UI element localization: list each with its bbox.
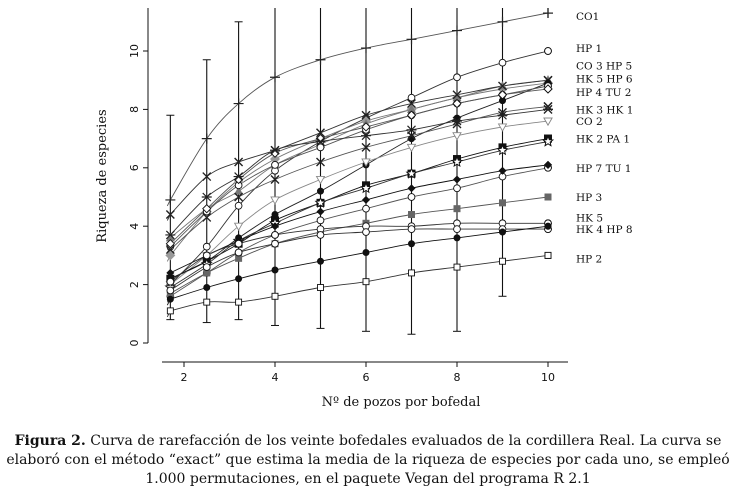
series-end-label: HK 5 <box>576 212 604 225</box>
data-point <box>363 229 370 236</box>
data-point <box>271 197 279 204</box>
data-point <box>500 229 506 235</box>
y-tick-label: 0 <box>128 339 141 347</box>
data-point <box>272 293 278 299</box>
data-point <box>236 276 242 282</box>
data-point <box>363 249 369 255</box>
data-point <box>409 270 415 276</box>
data-point <box>204 299 210 305</box>
series-end-label: HP 4 TU 2 <box>576 86 632 99</box>
data-point <box>500 258 506 264</box>
series-lines <box>167 13 548 317</box>
data-point <box>272 267 278 273</box>
data-point <box>317 217 324 224</box>
data-point <box>167 308 173 314</box>
data-point <box>407 34 417 44</box>
data-point <box>235 202 242 209</box>
series-end-label: CO 3 HP 5 <box>576 60 633 73</box>
data-point <box>408 226 415 233</box>
data-point <box>203 243 210 250</box>
data-point <box>452 26 462 36</box>
series-end-label: HK 3 HK 1 <box>576 104 634 117</box>
series-end-label: HP 2 <box>576 253 603 266</box>
data-point <box>272 161 279 168</box>
data-point <box>454 235 460 241</box>
y-tick-label: 10 <box>128 44 141 58</box>
data-point <box>545 48 552 55</box>
series-line <box>167 121 548 291</box>
data-point <box>499 199 506 206</box>
data-point <box>361 43 371 53</box>
series-end-label: HP 3 <box>576 192 603 204</box>
data-point <box>499 167 507 175</box>
data-point <box>318 188 324 194</box>
data-point <box>165 250 175 260</box>
data-point <box>363 279 369 285</box>
data-point <box>545 252 551 258</box>
data-point <box>203 264 210 271</box>
data-point <box>165 195 175 205</box>
series-end-label: CO1 <box>576 10 600 23</box>
data-point <box>236 299 242 305</box>
data-point <box>545 194 552 201</box>
data-point <box>317 232 324 239</box>
figure-caption <box>6 432 730 489</box>
series-line <box>167 83 548 261</box>
data-point <box>408 184 416 192</box>
series-line <box>167 51 548 291</box>
x-tick-label: 4 <box>271 371 279 384</box>
x-tick-label: 6 <box>362 371 370 384</box>
series-markers <box>165 8 553 314</box>
data-point <box>167 296 173 302</box>
data-point <box>454 205 461 212</box>
data-point <box>272 240 279 247</box>
data-point <box>454 264 460 270</box>
data-point <box>317 176 325 183</box>
x-axis-title: Nº de pozos por bofedal <box>321 395 481 410</box>
data-point <box>498 17 508 27</box>
data-point <box>408 94 415 101</box>
y-tick-label: 8 <box>128 105 141 113</box>
series-end-label: HP 7 TU 1 <box>576 162 632 175</box>
data-point <box>317 144 324 151</box>
series-end-label: HK 5 HP 6 <box>576 73 633 86</box>
data-point <box>454 185 461 192</box>
data-point <box>317 208 325 216</box>
data-point <box>318 258 324 264</box>
series-line <box>167 165 548 279</box>
data-point <box>362 196 370 204</box>
data-point <box>454 226 461 233</box>
data-point <box>453 175 461 183</box>
data-point <box>363 205 370 212</box>
data-point <box>203 252 210 259</box>
data-point <box>543 8 553 18</box>
data-point <box>316 55 326 65</box>
data-point <box>204 285 210 291</box>
data-point <box>272 232 279 239</box>
caption-label: Figura 2. <box>14 433 86 449</box>
data-point <box>408 211 415 218</box>
data-point <box>454 74 461 81</box>
caption-text: Curva de rarefacción de los veinte bofedales evaluados de la cordillera Real. La curva se elaboró con el método “exact” que estima la media de la riqueza de especies por cada uno, se empleó 1.000 permutaciones, en el paquete Vegan del programa R 2.1 <box>6 433 730 487</box>
y-axis-title: Riqueza de especies <box>95 109 110 243</box>
series-end-label: HK 4 HP 8 <box>576 224 633 237</box>
data-point <box>408 194 415 201</box>
data-point <box>235 240 242 247</box>
data-point <box>167 287 174 294</box>
data-point <box>318 285 324 291</box>
data-point <box>499 91 507 99</box>
series-end-label: HP 1 <box>576 43 603 56</box>
data-point <box>235 249 242 256</box>
x-tick-label: 8 <box>453 371 461 384</box>
data-point <box>499 59 506 66</box>
series-end-label: HK 2 PA 1 <box>576 133 631 146</box>
series-end-label: CO 2 <box>576 116 603 129</box>
y-tick-label: 4 <box>128 222 141 230</box>
data-point <box>409 241 415 247</box>
end-labels <box>576 11 633 265</box>
data-point <box>270 72 280 82</box>
data-point <box>545 223 551 229</box>
x-tick-label: 10 <box>541 371 555 384</box>
series-line <box>167 142 548 294</box>
y-tick-label: 6 <box>128 164 141 172</box>
x-tick-label: 2 <box>180 371 188 384</box>
data-point <box>202 134 212 144</box>
data-point <box>167 278 174 285</box>
data-point <box>235 223 243 230</box>
series-line <box>167 13 548 206</box>
series-line <box>167 226 548 305</box>
y-tick-label: 2 <box>128 281 141 289</box>
